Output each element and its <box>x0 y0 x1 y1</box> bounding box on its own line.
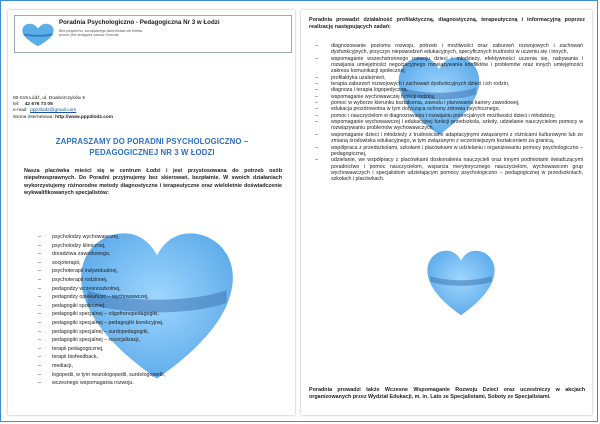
list-item: – wczesnego wspomagania rozwoju. <box>38 379 278 388</box>
list-item: – diagnoza i terapia logopedyczna, <box>315 87 583 93</box>
list-item: – psychoterapii indywidualnej, <box>38 267 278 276</box>
email-label: e-mail: <box>13 108 28 114</box>
web-link[interactable]: http://www.ppp3lodz.com <box>55 114 114 120</box>
web-row <box>13 115 113 121</box>
email-link[interactable]: ppp3lodz@gmail.com <box>30 108 77 114</box>
list-item: – wspomaganie wszechstronnego rozwoju dzieci i młodzieży, efektywności uczenia się, nabywania i rozwijania umiejętności negocjacyjnego rozwiązywania konfliktów i problemów oraz innych umiejętności zakresu komunikacji społecznej, <box>315 56 583 75</box>
leaflet-left-page <box>8 10 295 415</box>
tasks-intro: Poradnia prowadzi działalność profilaktyczną, diagnostyczną, terapeutyczną i informacyjną poprzez realizację następujących zadań: <box>309 17 585 31</box>
title-line-2: PEDAGOGICZNEJ NR 3 W ŁODZI <box>89 148 215 157</box>
address: 90-019 Łódź, ul. Dowborczyków 5 <box>13 96 85 101</box>
list-item: – mediacji, <box>38 362 278 371</box>
list-item: – współpraca z przedszkolami, szkołami i placówkami w udzielaniu i organizowaniu pomocy psychologiczno – pedagogicznej, <box>315 145 583 158</box>
contact-block <box>13 96 113 121</box>
list-item: – udzielanie, we współpracy z placówkami doskonalenia nauczycieli oraz innymi podmiotami świadczącymi poradnictwo i pomoc nauczycielom, wsparcia merytorycznego nauczycielom, wychowawcom grup wychowawczych i specjalistom udzielającym pomocy psychologiczno – pedagogicznej w przedszkolach, szkołach i placówkach. <box>315 157 583 182</box>
list-item: – pedagogiki specjalnej – oligofrenopedagogiki, <box>38 310 278 319</box>
list-item: – pedagogiki specjalnej – resocjalizacji, <box>38 336 278 345</box>
list-item: – pedagogiki specjalnej – surdopedagogiki, <box>38 328 278 337</box>
title-line-1: ZAPRASZAMY DO PORADNI PSYCHOLOGICZNO – <box>55 137 249 146</box>
intro-paragraph: Nasza placówka mieści się w centrum Łodzi i jest przystosowana do potrzeb osób niepełnosprawnych. Do Poradni przyjmujemy bez skierowań, bezpłatnie. W swoich działaniach wykorzystujemy różnorodne metody diagnostyczne i terapeutyczne oraz wieloletnie doświadczenie wykwalifikowanych specjalistów: <box>24 168 282 197</box>
list-item: – edukacja prozdrowotna w tym dotycząca ochrony zdrowia psychicznego, <box>315 106 583 112</box>
list-item: – logopedii, w tym neurologopedii, surdologopedii, <box>38 371 278 380</box>
list-item: – wspomaganie wychowawczej funkcji rodziny, <box>315 94 583 100</box>
list-item: – terapii pedagogicznej, <box>38 345 278 354</box>
footer-paragraph: Poradnia prowadzi także Wczesne Wspomaganie Rozwoju Dzieci oraz uczestniczy w akcjach organizowanych przez Wydział Edukacji, m. in. Lato ze Specjalistami, Soboty ze Specjalistami. <box>309 387 585 401</box>
phone-label: tel: <box>13 102 20 108</box>
list-item: – socjoterapii, <box>38 259 278 268</box>
list-item: – pomoc w wyborze kierunku kształcenia, zawodu i planowaniu kariery zawodowej, <box>315 100 583 106</box>
list-item: – doradztwa zawodowego, <box>38 250 278 259</box>
list-item: – pedagogiki społecznej, <box>38 302 278 311</box>
list-item: – terapia zaburzeń rozwojowych i zachowań dysfunkcyjnych dzieci i ich rodzin, <box>315 81 583 87</box>
web-label: strona internetowa: <box>13 114 54 120</box>
list-item: – psycholodzy klinicznej, <box>38 242 278 251</box>
org-name: Poradnia Psychologiczno - Pedagogiczna Nr 3 w Łodzi <box>59 19 220 26</box>
header-box <box>14 15 292 53</box>
list-item: – pomoc i nauczycielom w diagnozowaniu i rozwijaniu potencjalnych możliwości dzieci i młodzieży, <box>315 113 583 119</box>
leaflet-right-page <box>301 10 592 415</box>
page-title <box>14 136 290 158</box>
org-tagline: Bez pośpiechu, szczęśliwego dzieciństwa nie trzeba pomoc jest dostępna Janusz Korczak <box>59 29 143 38</box>
list-item: – wspomaganie wychowawczej i edukacyjnej funkcji przedszkola, szkoły, udzielanie nauczycielom pomocy w rozwiązywaniu problemów wychowawczych, <box>315 119 583 132</box>
list-item: – profilaktyka uzależnień, <box>315 75 583 81</box>
list-item: – pedagodzy opiekuńczo – wychowawczej, <box>38 293 278 302</box>
list-item: – wspomaganie dzieci i młodzieży z trudnościami adaptacyjnymi związanymi z różnicami kulturowymi lub ze zmianą środowiska edukacyjnego, w tym związanymi z wcześniejszym kształceniem za granicą, <box>315 132 583 145</box>
specialists-list <box>38 233 278 388</box>
tasks-list <box>315 43 583 183</box>
list-item: – terapii biofeedback, <box>38 353 278 362</box>
list-item: – psychoterapii rodzinnej, <box>38 276 278 285</box>
list-item: – pedagogiki specjalnej – pedagogiki korekcyjnej, <box>38 319 278 328</box>
logo-heart-icon <box>21 23 55 47</box>
list-item: – pedagodzy wczesnoszkolnej, <box>38 285 278 294</box>
list-item: – psycholodzy wychowawczej, <box>38 233 278 242</box>
phone-number: 42 676 73 05 <box>24 102 53 108</box>
list-item: – diagnozowanie poziomu rozwoju, potrzeb i możliwości oraz zaburzeń rozwojowych i zachowań dysfunkcyjnych, przyczyn niepowodzeń edukacyjnych, specyficznych trudności w uczeniu się i innych, <box>315 43 583 56</box>
